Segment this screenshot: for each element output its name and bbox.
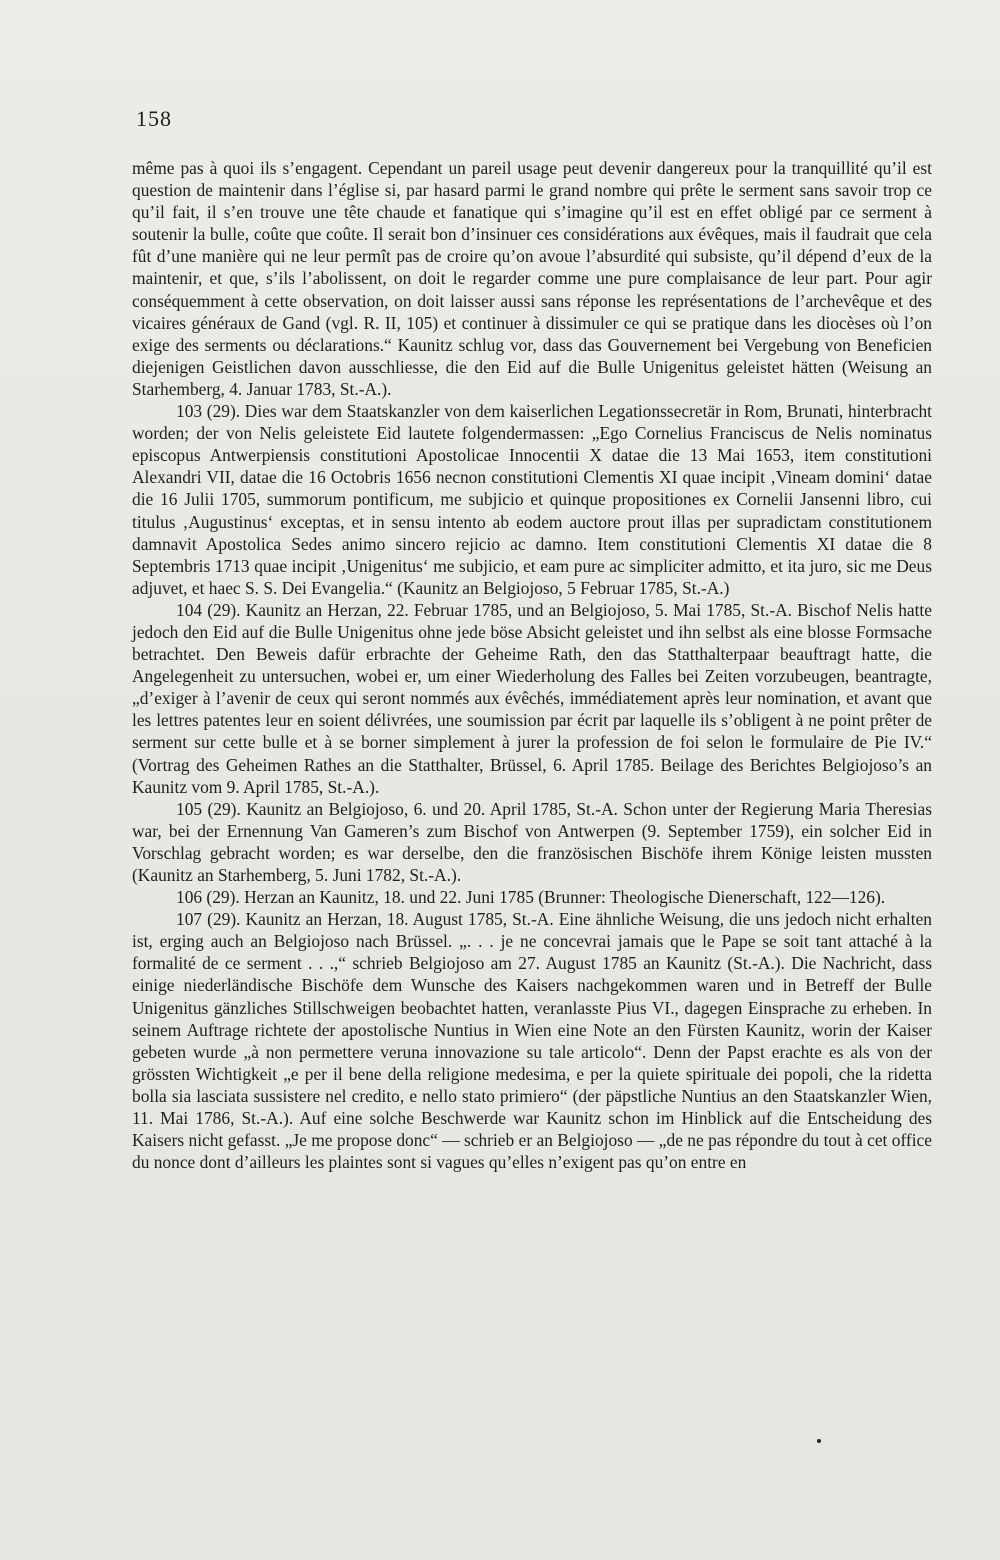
footnote-103: 103 (29). Dies war dem Staatskanzler von dem kaiserlichen Legationssecretär in Rom, Brunati, hinterbracht worden; der von Nelis geleistete Eid lautete folgendermassen: „Ego Cornelius Franciscus de Nelis nominatus episcopus Antwerpiensis constitutioni Apostolicae Innocentii X datae die 13 Mai 1653, item constitutioni Alexandri VII, datae die 16 Octobris 1656 necnon constitutioni Clementis XI quae incipit ‚Vineam domini‘ datae die 16 Julii 1705, summorum pontificum, me subjicio et quinque propositiones ex Cornelii Jansenni libro, cui titulus ‚Augustinus‘ exceptas, et in sensu intento ab eodem auctore prout illas per supradictam constitutionem damnavit Apostolica Sedes animo sincero rejicio ac damno. Item constitutioni Clementis XI datae die 8 Septembris 1713 quae incipit ‚Unigenitus‘ me subjicio, et eam pure ac simpliciter admitto, et ita juro, sic me Deus adjuvet, et haec S. S. Dei Evangelia.“ (Kaunitz an Belgiojoso, 5 Februar 1785, St.-A.) [132,401,932,598]
footnote-106: 106 (29). Herzan an Kaunitz, 18. und 22. Juni 1785 (Brunner: Theologische Dienerschaft, 122—126). [176,887,886,908]
body-text [132,157,932,1173]
dot-mark [817,1439,821,1443]
footnote-104: 104 (29). Kaunitz an Herzan, 22. Februar 1785, und an Belgiojoso, 5. Mai 1785, St.-A. Bischof Nelis hatte jedoch den Eid auf die Bulle Unigenitus ohne jede böse Absicht geleistet und ihn selbst als eine blosse Formsache betrachtet. Den Beweis dafür erbrachte der Geheime Rath, den das Statthalterpaar beauftragt hatte, die Angelegenheit zu untersuchen, wobei er, um einer Wiederholung des Falles bei Zeiten vorzubeugen, beantragte, „d’exiger à l’avenir de ceux qui seront nommés aux évêchés, immédiatement après leur nomination, et avant que les lettres patentes leur en soient délivrées, une soumission par écrit par laquelle ils s’obligent à ne point prêter de serment sur cette bulle et à se borner simplement à jurer la profession de foi selon le formulaire de Pie IV.“ (Vortrag des Geheimen Rathes an die Statthalter, Brüssel, 6. April 1785. Beilage des Berichtes Belgiojoso’s an Kaunitz vom 9. April 1785, St.-A.). [132,599,932,797]
paragraph-continuation: même pas à quoi ils s’engagent. Cependant un pareil usage peut devenir dangereux pour la tranquillité qu’il est question de maintenir dans l’église si, par hasard parmi le grand nombre qui prête le serment sans savoir trop ce qu’il fait, il s’en trouve une tête chaude et fanatique qui s’imagine qu’il est en effet obligé par ce serment à soutenir la bulle, coûte que coûte. Il serait bon d’insinuer ces considérations aux évêques, mais il faudrait que cela fût d’une manière qui ne leur permît pas de croire qu’on avoue l’absurdité qui subsiste, qu’il dépend d’eux de la maintenir, et que, s’ils l’abolissent, on doit le regarder comme une pure complaisance de leur part. Pour agir conséquemment à cette observation, on doit laisser aussi sans réponse les représentations de l’archevêque et des vicaires généraux de Gand (vgl. R. II, 105) et continuer à dissimuler ce qui se pratique dans les diocèses où l’on exige des serments ou déclarations.“ Kaunitz schlug vor, dass das Gouvernement bei Vergebung von Beneficien diejenigen Geistlichen davon ausschliesse, die den Eid auf die Bulle Unigenitus geleistet hätten (Weisung an Starhemberg, 4. Januar 1783, St.-A.). [132,158,932,399]
page-number: 158 [136,106,172,131]
footnote-107: 107 (29). Kaunitz an Herzan, 18. August 1785, St.-A. Eine ähnliche Weisung, die uns jedoch nicht erhalten ist, erging auch an Belgiojoso nach Brüssel. „. . . je ne concevrai jamais que le Pape se soit tant attaché à la formalité de ce serment . . .,“ schrieb Belgiojoso am 27. August 1785 an Kaunitz (St.-A.). Die Nachricht, dass einige niederländische Bischöfe dem Wunsche des Kaisers nachgekommen waren und in Betreff der Bulle Unigenitus gänzliches Stillschweigen beobachtet hatten, veranlasste Pius VI., dagegen Einsprache zu erheben. In seinem Auftrage richtete der apostolische Nuntius in Wien eine Note an den Fürsten Kaunitz, worin der Kaiser gebeten wurde „à non permettere veruna innovazione su tale articolo“. Denn der Papst erachte es als von der grössten Wichtigkeit „e per il bene della religione medesima, e per la quiete spirituale dei popoli, che la ridetta bolla sia lasciata sussistere nel credito, e nello stato primiero“ (der päpstliche Nuntius an den Staatskanzler Wien, 11. Mai 1786, St.-A.). Auf eine solche Beschwerde war Kaunitz schon im Hinblick auf die Entscheidung des Kaisers nicht gefasst. „Je me propose donc“ — schrieb er an Belgiojoso — „de ne pas répondre du tout à cet office du nonce dont d’ailleurs les plaintes sont si vagues qu’elles n’exigent pas qu’on entre en [132,909,932,1173]
footnote-105: 105 (29). Kaunitz an Belgiojoso, 6. und 20. April 1785, St.-A. Schon unter der Regierung Maria Theresias war, bei der Ernennung Van Gameren’s zum Bischof von Antwerpen (9. September 1759), ein solcher Eid in Vorschlag gebracht worden; es war derselbe, den die französischen Bischöfe ihrem Könige leisten mussten (Kaunitz an Starhemberg, 5. Juni 1782, St.-A.). [132,798,932,885]
